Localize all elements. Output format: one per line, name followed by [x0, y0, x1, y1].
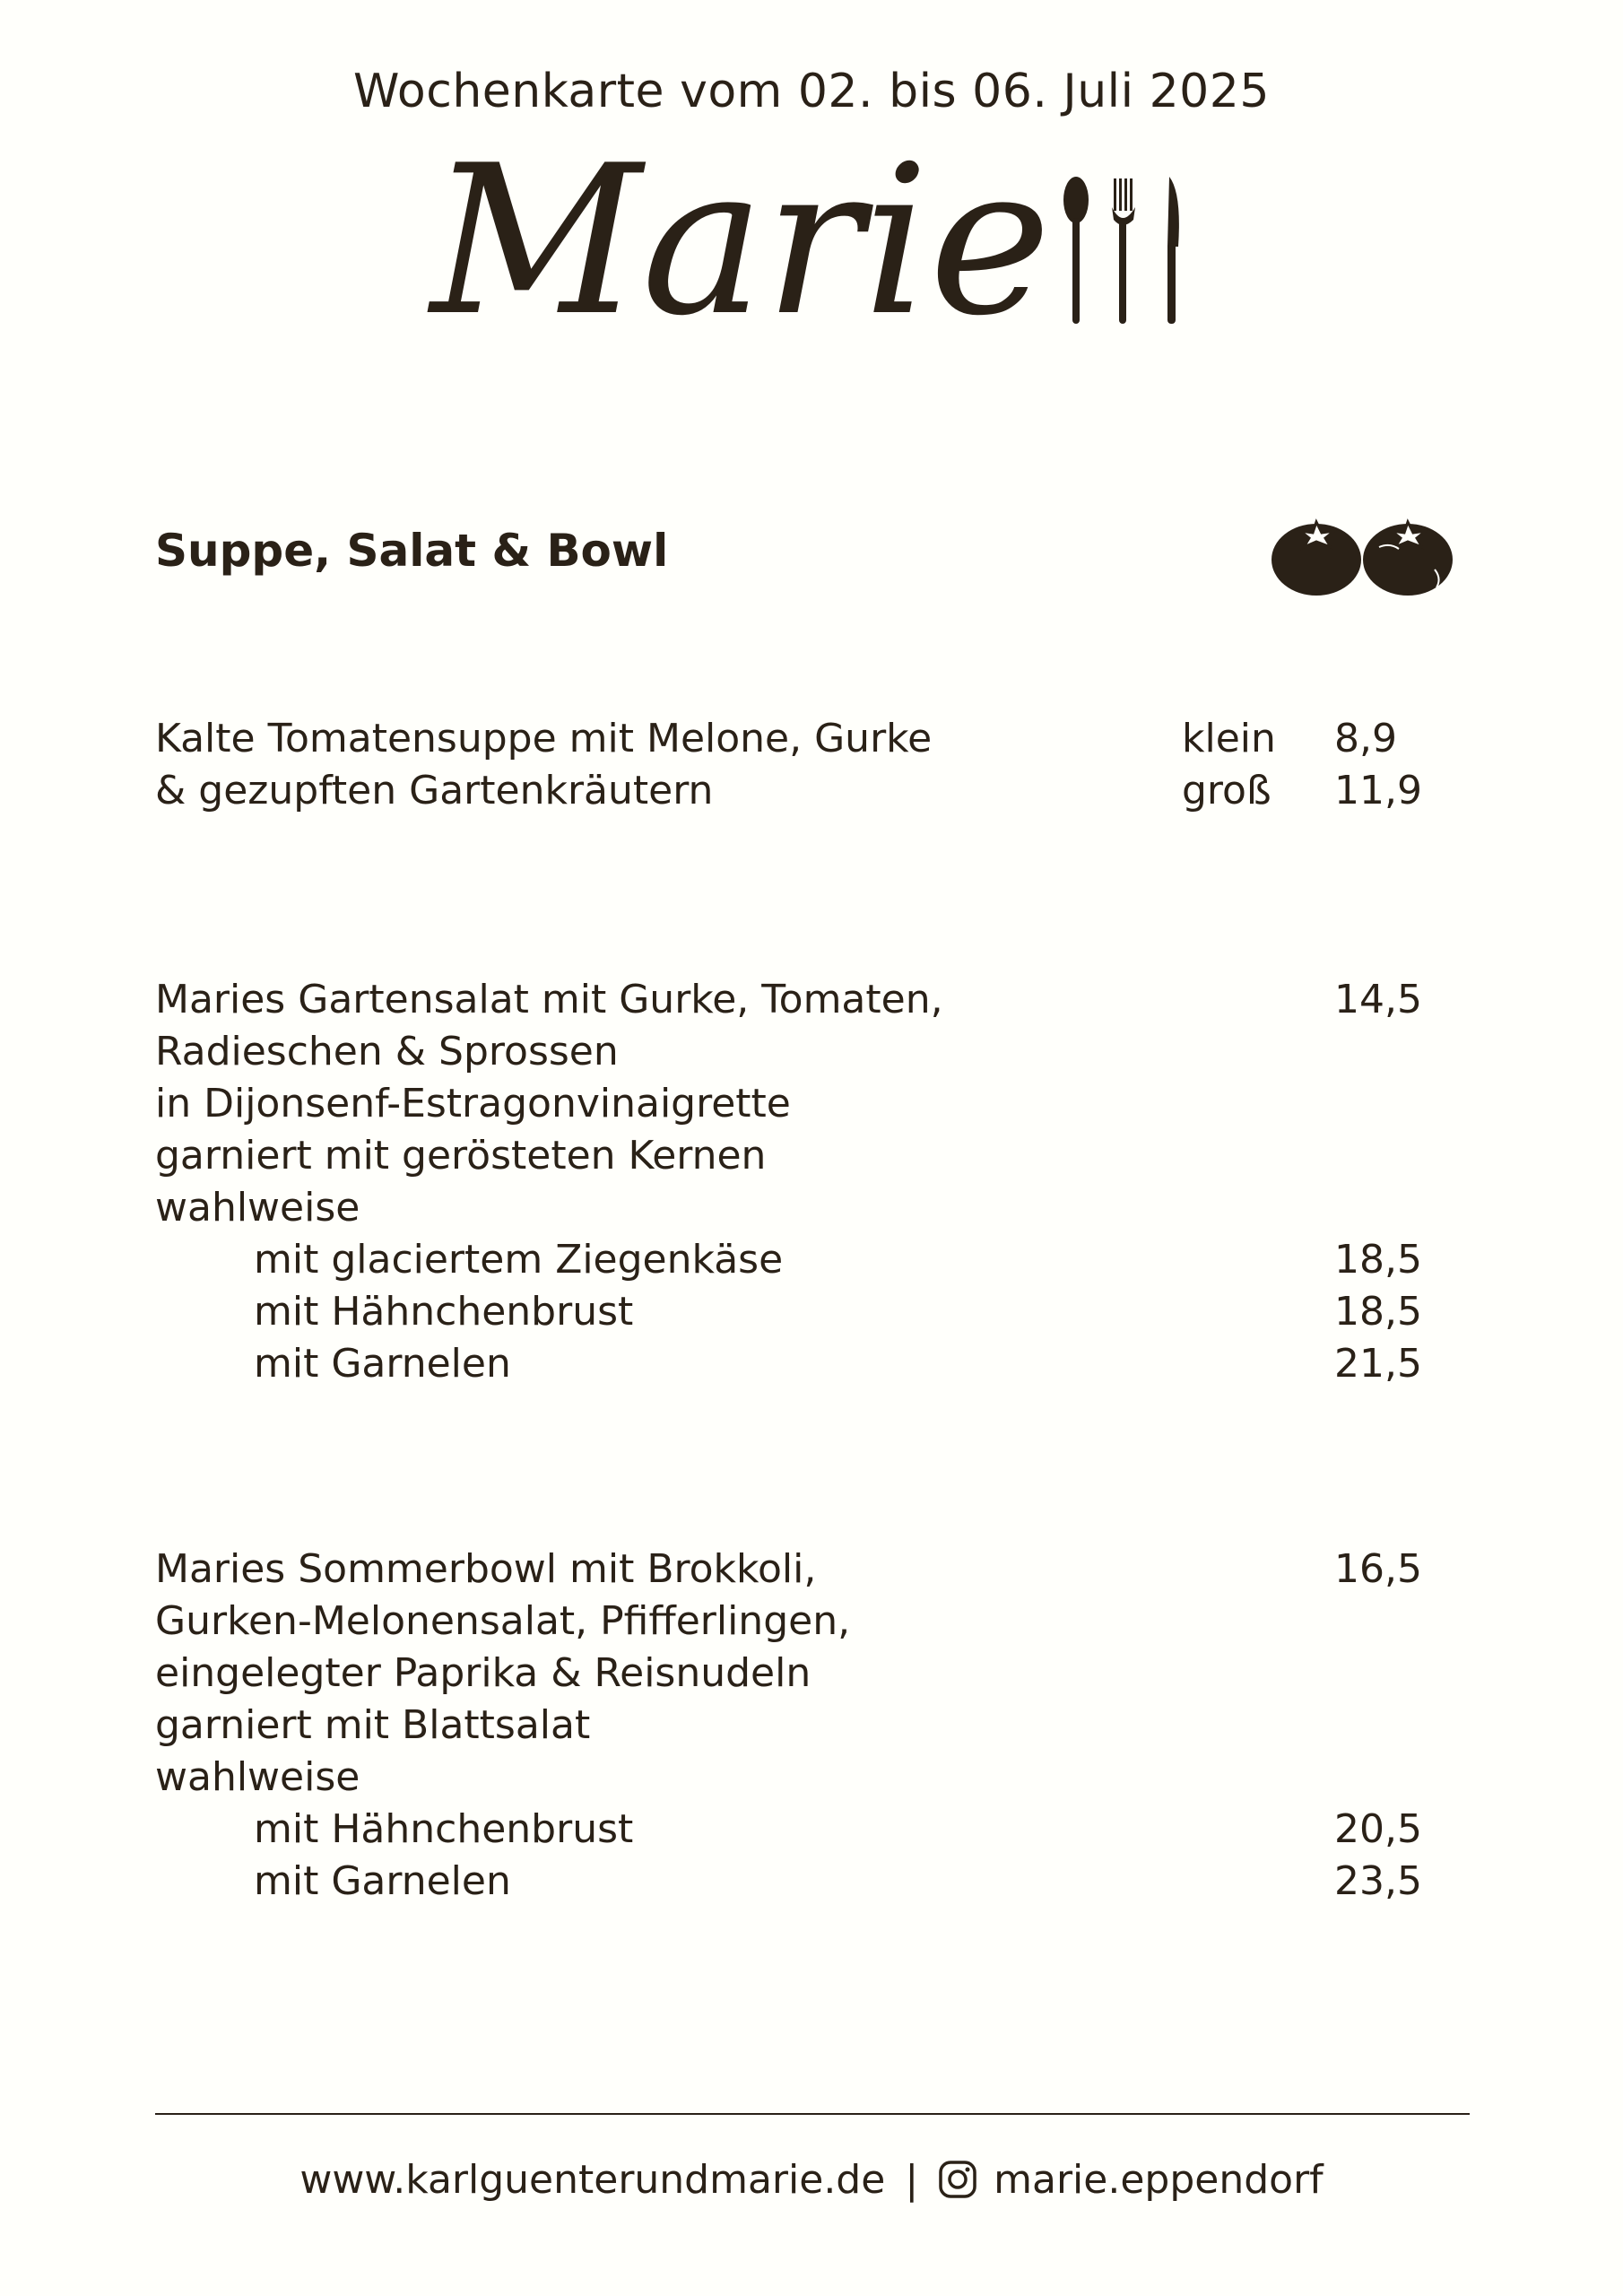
page-title: Wochenkarte vom 02. bis 06. Juli 2025 [353, 65, 1270, 118]
item-option: mit Garnelen [254, 1858, 511, 1904]
item-text: Maries Gartensalat mit Gurke, Tomaten, [155, 977, 943, 1022]
item-price: 14,5 [1334, 977, 1422, 1022]
item-price: 21,5 [1334, 1341, 1422, 1387]
menu-row [155, 713, 1464, 765]
item-text: wahlweise [155, 1185, 360, 1231]
item-text: Gurken-Melonensalat, Pfifferlingen, [155, 1598, 851, 1644]
logo [430, 122, 1237, 372]
item-text: wahlweise [155, 1754, 360, 1800]
item-price: 18,5 [1334, 1237, 1422, 1283]
item-option: mit Hähnchenbrust [254, 1289, 634, 1335]
section-title: Suppe, Salat & Bowl [155, 525, 669, 577]
website-link[interactable]: www.karlguenterundmarie.de [299, 2156, 886, 2203]
item-price: 18,5 [1334, 1289, 1422, 1335]
menu-row [155, 1130, 1464, 1182]
item-text: Maries Sommerbowl mit Brokkoli, [155, 1546, 817, 1592]
logo-text: Marie [430, 122, 1052, 361]
item-price: 23,5 [1334, 1858, 1422, 1904]
menu-row [155, 1752, 1464, 1804]
menu-row [155, 1804, 1464, 1856]
menu-row [155, 1648, 1464, 1700]
item-text: Radieschen & Sprossen [155, 1029, 619, 1074]
cutlery-icon [1058, 175, 1202, 327]
item-size: klein [1182, 716, 1276, 761]
menu-row [155, 1596, 1464, 1648]
menu-row [155, 1234, 1464, 1286]
footer [0, 2152, 1623, 2206]
menu-row [155, 1026, 1464, 1078]
item-text: & gezupften Gartenkräutern [155, 768, 714, 813]
item-text: garniert mit Blattsalat [155, 1702, 591, 1748]
menu-row [155, 1338, 1464, 1390]
item-text: garniert mit gerösteten Kernen [155, 1133, 767, 1178]
item-price: 16,5 [1334, 1546, 1422, 1592]
instagram-icon [938, 2160, 977, 2199]
menu-row [155, 974, 1464, 1026]
item-option: mit Hähnchenbrust [254, 1806, 634, 1852]
item-option: mit Garnelen [254, 1341, 511, 1387]
item-size: groß [1182, 768, 1271, 813]
menu-row [155, 1286, 1464, 1338]
item-price: 8,9 [1334, 716, 1397, 761]
menu-row [155, 1856, 1464, 1908]
item-option: mit glaciertem Ziegenkäse [254, 1237, 784, 1283]
menu-item-tomato-soup [155, 713, 1464, 817]
item-text: in Dijonsenf-Estragonvinaigrette [155, 1081, 791, 1126]
item-price: 20,5 [1334, 1806, 1422, 1852]
menu-item-summer-bowl [155, 1544, 1464, 1908]
item-text: Kalte Tomatensuppe mit Melone, Gurke [155, 716, 933, 761]
menu-row [155, 1182, 1464, 1234]
menu-row [155, 1544, 1464, 1596]
footer-separator: | [905, 2156, 919, 2203]
item-price: 11,9 [1334, 768, 1422, 813]
tomatoes-icon [1264, 502, 1462, 601]
menu-row [155, 765, 1464, 817]
menu-item-garden-salad [155, 974, 1464, 1390]
menu-row [155, 1078, 1464, 1130]
instagram-handle[interactable]: marie.eppendorf [994, 2156, 1324, 2203]
item-text: eingelegter Paprika & Reisnudeln [155, 1650, 812, 1696]
menu-row [155, 1700, 1464, 1752]
footer-divider [155, 2113, 1470, 2115]
